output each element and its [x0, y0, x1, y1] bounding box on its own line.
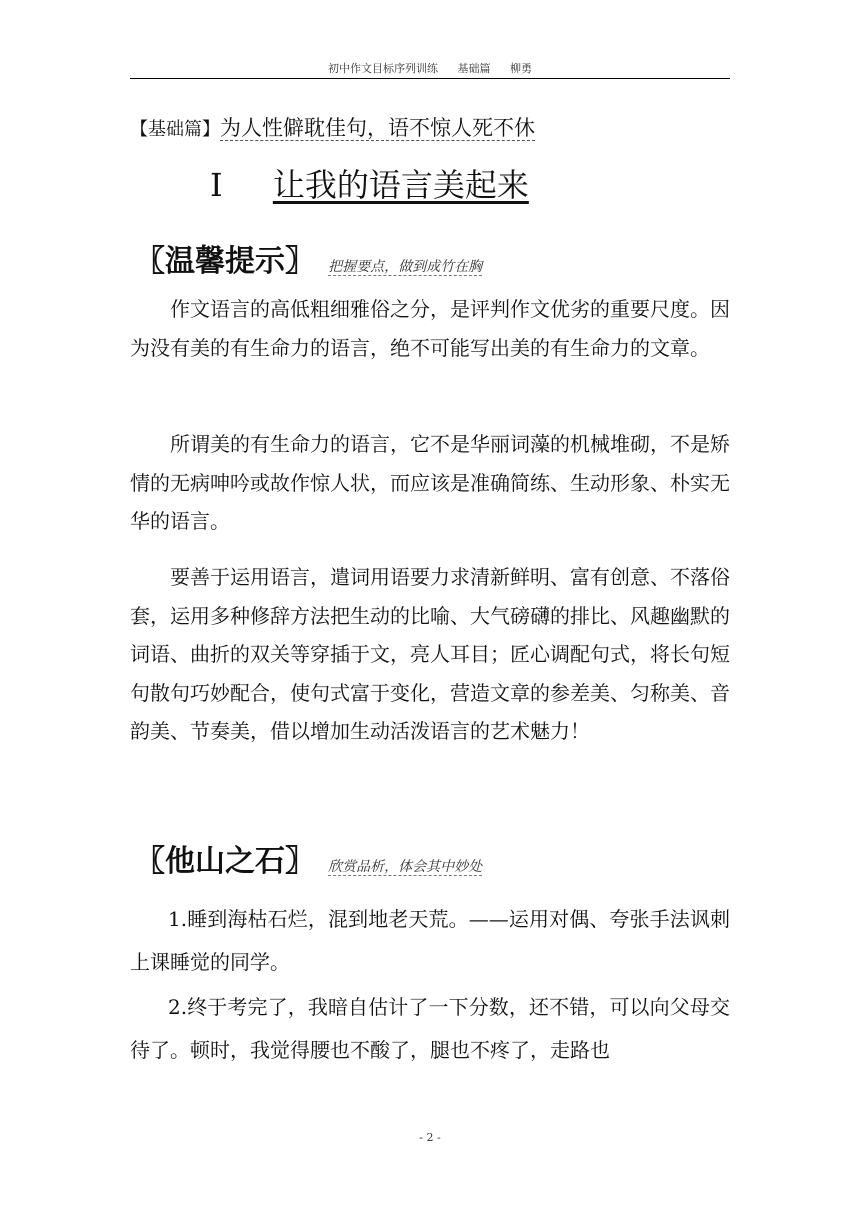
- example-2: [130, 986, 730, 1072]
- page-number: - 2 -: [419, 1131, 441, 1144]
- stone-heading: [135, 836, 482, 880]
- example-1: [130, 898, 730, 984]
- section-heading: [130, 112, 535, 142]
- hint-label: 〖温馨提示〗: [135, 244, 315, 279]
- stone-note: 欣赏品析，体会其中妙处: [328, 859, 483, 875]
- section-subtitle: 为人性僻耽佳句，语不惊人死不休: [220, 116, 535, 140]
- hint-heading: [135, 236, 482, 280]
- stone-label: 〖他山之石〗: [135, 844, 315, 879]
- lesson-title: [210, 160, 529, 206]
- header-part: 基础篇: [457, 62, 491, 75]
- header-rule: [130, 78, 730, 79]
- header-series: 初中作文目标序列训练: [328, 62, 438, 75]
- example-1-comment: 运用对偶、夸张手法讽刺上课睡觉的同学。: [130, 907, 730, 974]
- lesson-numeral: I: [210, 166, 223, 204]
- lesson-title-text: 让我的语言美起来: [272, 166, 529, 204]
- header-author: 柳勇: [510, 62, 532, 75]
- example-2-text: 2.终于考完了，我暗自估计了一下分数，还不错，可以向父母交待了。顿时，我觉得腰也不酸了，腿也不疼了，走路也: [130, 995, 730, 1062]
- paragraph-1: 作文语言的高低粗细雅俗之分，是评判作文优劣的重要尺度。因为没有美的有生命力的语言，绝不可能写出美的有生命力的文章。: [130, 297, 730, 360]
- paragraph-2: 所谓美的有生命力的语言，它不是华丽词藻的机械堆砌，不是矫情的无病呻吟或故作惊人状，而应该是准确简练、生动形象、朴实无华的语言。: [130, 432, 730, 533]
- hint-note: 把握要点，做到成竹在胸: [328, 259, 483, 275]
- example-1-text: 1.睡到海枯石烂，混到地老天荒。——: [168, 907, 509, 931]
- paragraph-3: 要善于运用语言，遣词用语要力求清新鲜明、富有创意、不落俗套，运用多种修辞方法把生动的比喻、大气磅礴的排比、风趣幽默的词语、曲折的双关等穿插于文，亮人耳目；匠心调配句式，将长句短句散句巧妙配合，使句式富于变化，营造文章的参差美、匀称美、音韵美、节奏美，借以增加生动活泼语言的艺术魅力！: [130, 565, 730, 743]
- page-header: [130, 60, 730, 76]
- section-tag: 【基础篇】: [130, 119, 220, 140]
